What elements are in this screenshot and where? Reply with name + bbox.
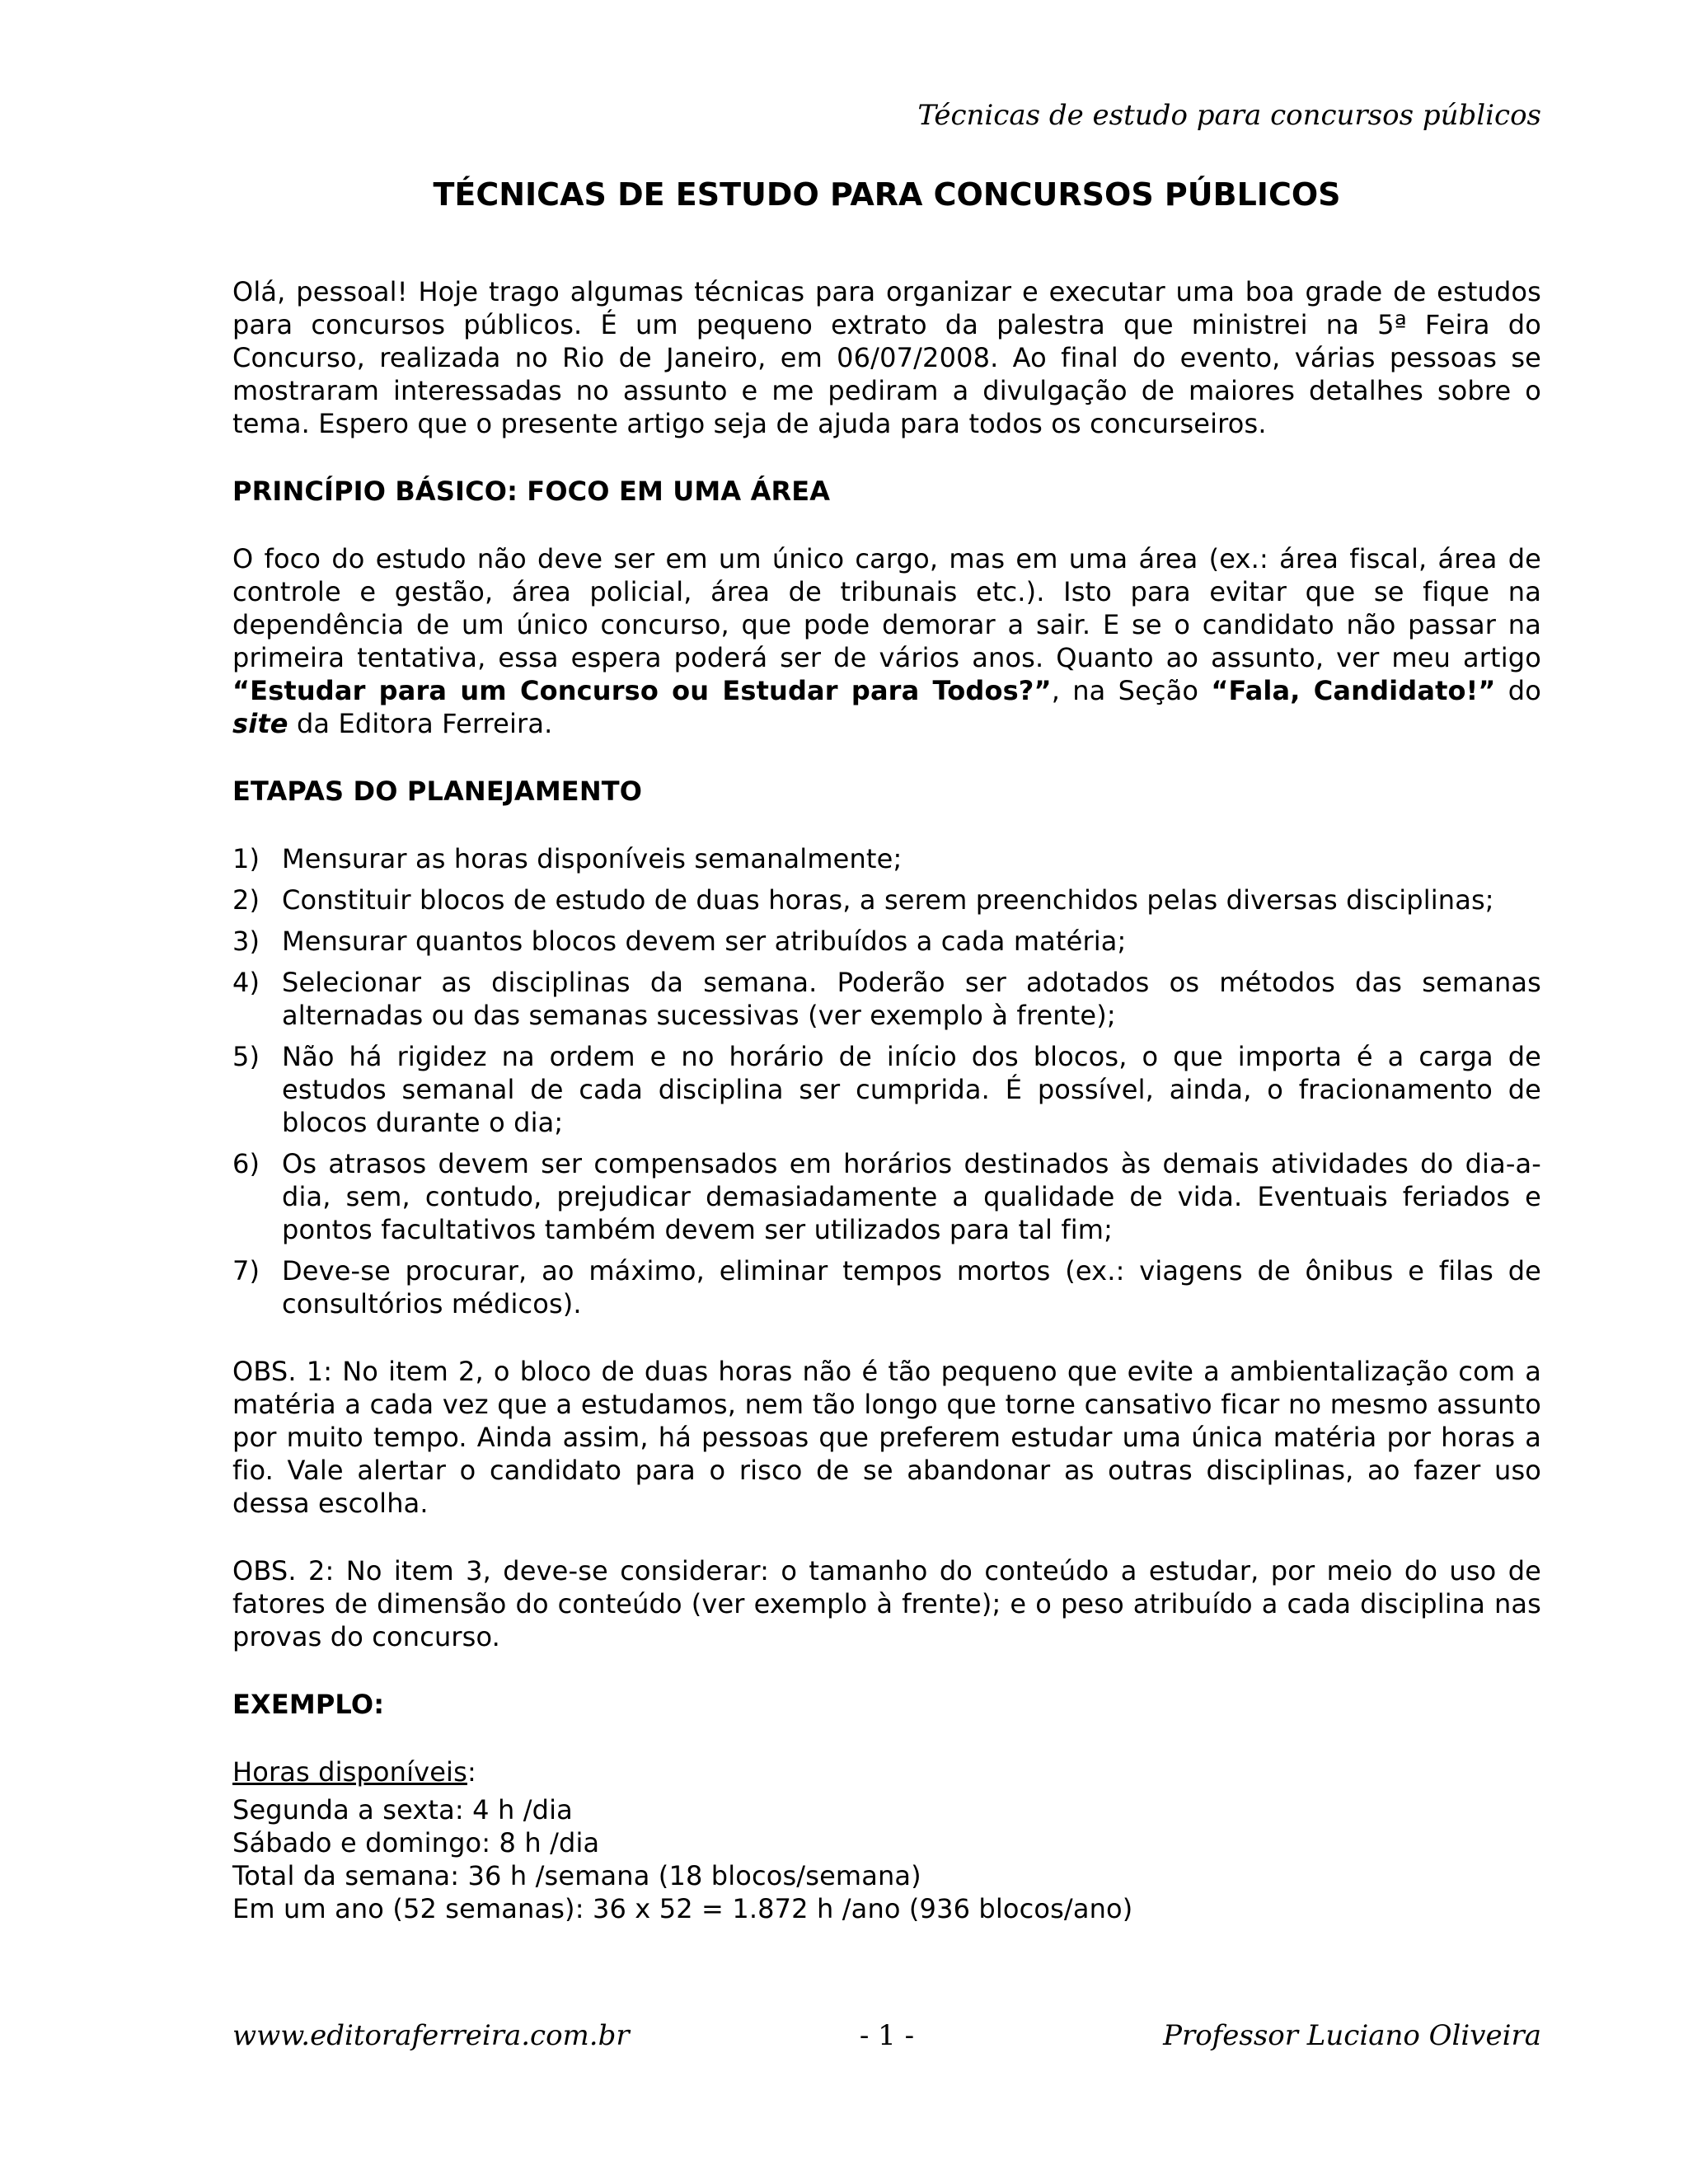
list-item xyxy=(232,842,1541,875)
document-title: TÉCNICAS DE ESTUDO PARA CONCURSOS PÚBLICOS xyxy=(433,176,1341,213)
list-item-text: Deve-se procurar, ao máximo, eliminar tempos mortos (ex.: viagens de ônibus e filas de consultórios médicos). xyxy=(282,1255,1541,1319)
list-item-number: 7) xyxy=(232,1255,260,1286)
list-item-text: Constituir blocos de estudo de duas horas, a serem preenchidos pelas diversas disciplinas; xyxy=(282,884,1494,916)
list-item xyxy=(232,1147,1541,1246)
section-heading-principio: PRINCÍPIO BÁSICO: FOCO EM UMA ÁREA xyxy=(232,476,831,507)
obs1-paragraph: OBS. 1: No item 2, o bloco de duas horas não é tão pequeno que evite a ambientalização com a matéria a cada vez que a estudamos, nem tão longo que torne cansativo ficar no mesmo assunto por muito tempo. Ainda assim, há pessoas que preferem estudar uma única matéria por horas a fio. Vale alertar o candidato para o risco de se abandonar as outras disciplinas, ao fazer uso dessa escolha. xyxy=(232,1356,1541,1519)
document-body xyxy=(232,275,1541,1925)
list-item-number: 1) xyxy=(232,843,260,874)
list-item-text: Mensurar quantos blocos devem ser atribuídos a cada matéria; xyxy=(282,926,1127,957)
obs2-paragraph: OBS. 2: No item 3, deve-se considerar: o tamanho do conteúdo a estudar, por meio do uso de fatores de dimensão do conteúdo (ver exemplo à frente); e o peso atribuído a cada disciplina nas provas do concurso. xyxy=(232,1555,1541,1652)
page-footer xyxy=(232,2016,1541,2055)
list-item xyxy=(232,966,1541,1032)
hours-line: Segunda a sexta: 4 h /dia xyxy=(232,1794,573,1825)
list-item-number: 4) xyxy=(232,967,260,998)
running-header: Técnicas de estudo para concursos públicos xyxy=(917,99,1541,132)
intro-paragraph: Olá, pessoal! Hoje trago algumas técnicas para organizar e executar uma boa grade de estudos para concursos públicos. É um pequeno extrato da palestra que ministrei na 5ª Feira do Concurso, realizada no Rio de Janeiro, em 06/07/2008. Ao final do evento, várias pessoas se mostraram interessadas no assunto e me pediram a divulgação de maiores detalhes sobre o tema. Espero que o presente artigo seja de ajuda para todos os concurseiros. xyxy=(232,276,1541,439)
hours-label: Horas disponíveis xyxy=(232,1756,467,1788)
article-title: “Estudar para um Concurso ou Estudar para Todos?” xyxy=(232,675,1052,706)
site-word: site xyxy=(232,708,288,739)
list-item-text: Os atrasos devem ser compensados em horários destinados às demais atividades do dia-a-dia, sem, contudo, prejudicar demasiadamente a qualidade de vida. Eventuais feriados e pontos facultativos também devem ser utilizados para tal fim; xyxy=(282,1148,1541,1245)
hours-colon: : xyxy=(467,1756,476,1788)
footer-page-number: - 1 - xyxy=(859,2019,915,2052)
hours-heading xyxy=(232,1755,1541,1788)
principio-text-4: da Editora Ferreira. xyxy=(288,708,553,739)
section-heading-exemplo: EXEMPLO: xyxy=(232,1689,385,1720)
list-item-number: 2) xyxy=(232,884,260,916)
list-item xyxy=(232,883,1541,916)
hours-line: Sábado e domingo: 8 h /dia xyxy=(232,1827,600,1858)
list-item xyxy=(232,1254,1541,1320)
list-item-text: Selecionar as disciplinas da semana. Poderão ser adotados os métodos das semanas alternadas ou das semanas sucessivas (ver exemplo à frente); xyxy=(282,967,1541,1031)
principio-paragraph xyxy=(232,542,1541,740)
steps-list xyxy=(232,842,1541,1320)
list-item-number: 5) xyxy=(232,1041,260,1072)
section-name: “Fala, Candidato!” xyxy=(1211,675,1496,706)
list-item-number: 3) xyxy=(232,926,260,957)
list-item-number: 6) xyxy=(232,1148,260,1179)
list-item xyxy=(232,925,1541,958)
list-item xyxy=(232,1040,1541,1139)
section-heading-etapas: ETAPAS DO PLANEJAMENTO xyxy=(232,776,643,807)
principio-text-3: do xyxy=(1495,675,1541,706)
principio-text-1: O foco do estudo não deve ser em um único cargo, mas em uma área (ex.: área fiscal, área de controle e gestão, área policial, área de tribunais etc.). Isto para evitar que se fique na dependência de um único concurso, que pode demorar a sair. E se o candidato não passar na primeira tentativa, essa espera poderá ser de vários anos. Quanto ao assunto, ver meu artigo xyxy=(232,543,1541,673)
list-item-text: Mensurar as horas disponíveis semanalmente; xyxy=(282,843,903,874)
footer-author: Professor Luciano Oliveira xyxy=(1163,2019,1541,2052)
principio-text-2: , na Seção xyxy=(1051,675,1212,706)
hours-line: Em um ano (52 semanas): 36 x 52 = 1.872 h /ano (936 blocos/ano) xyxy=(232,1893,1133,1924)
footer-website: www.editoraferreira.com.br xyxy=(232,2019,630,2052)
list-item-text: Não há rigidez na ordem e no horário de início dos blocos, o que importa é a carga de estudos semanal de cada disciplina ser cumprida. É possível, ainda, o fracionamento de blocos durante o dia; xyxy=(282,1041,1541,1138)
hours-line: Total da semana: 36 h /semana (18 blocos/semana) xyxy=(232,1860,921,1891)
